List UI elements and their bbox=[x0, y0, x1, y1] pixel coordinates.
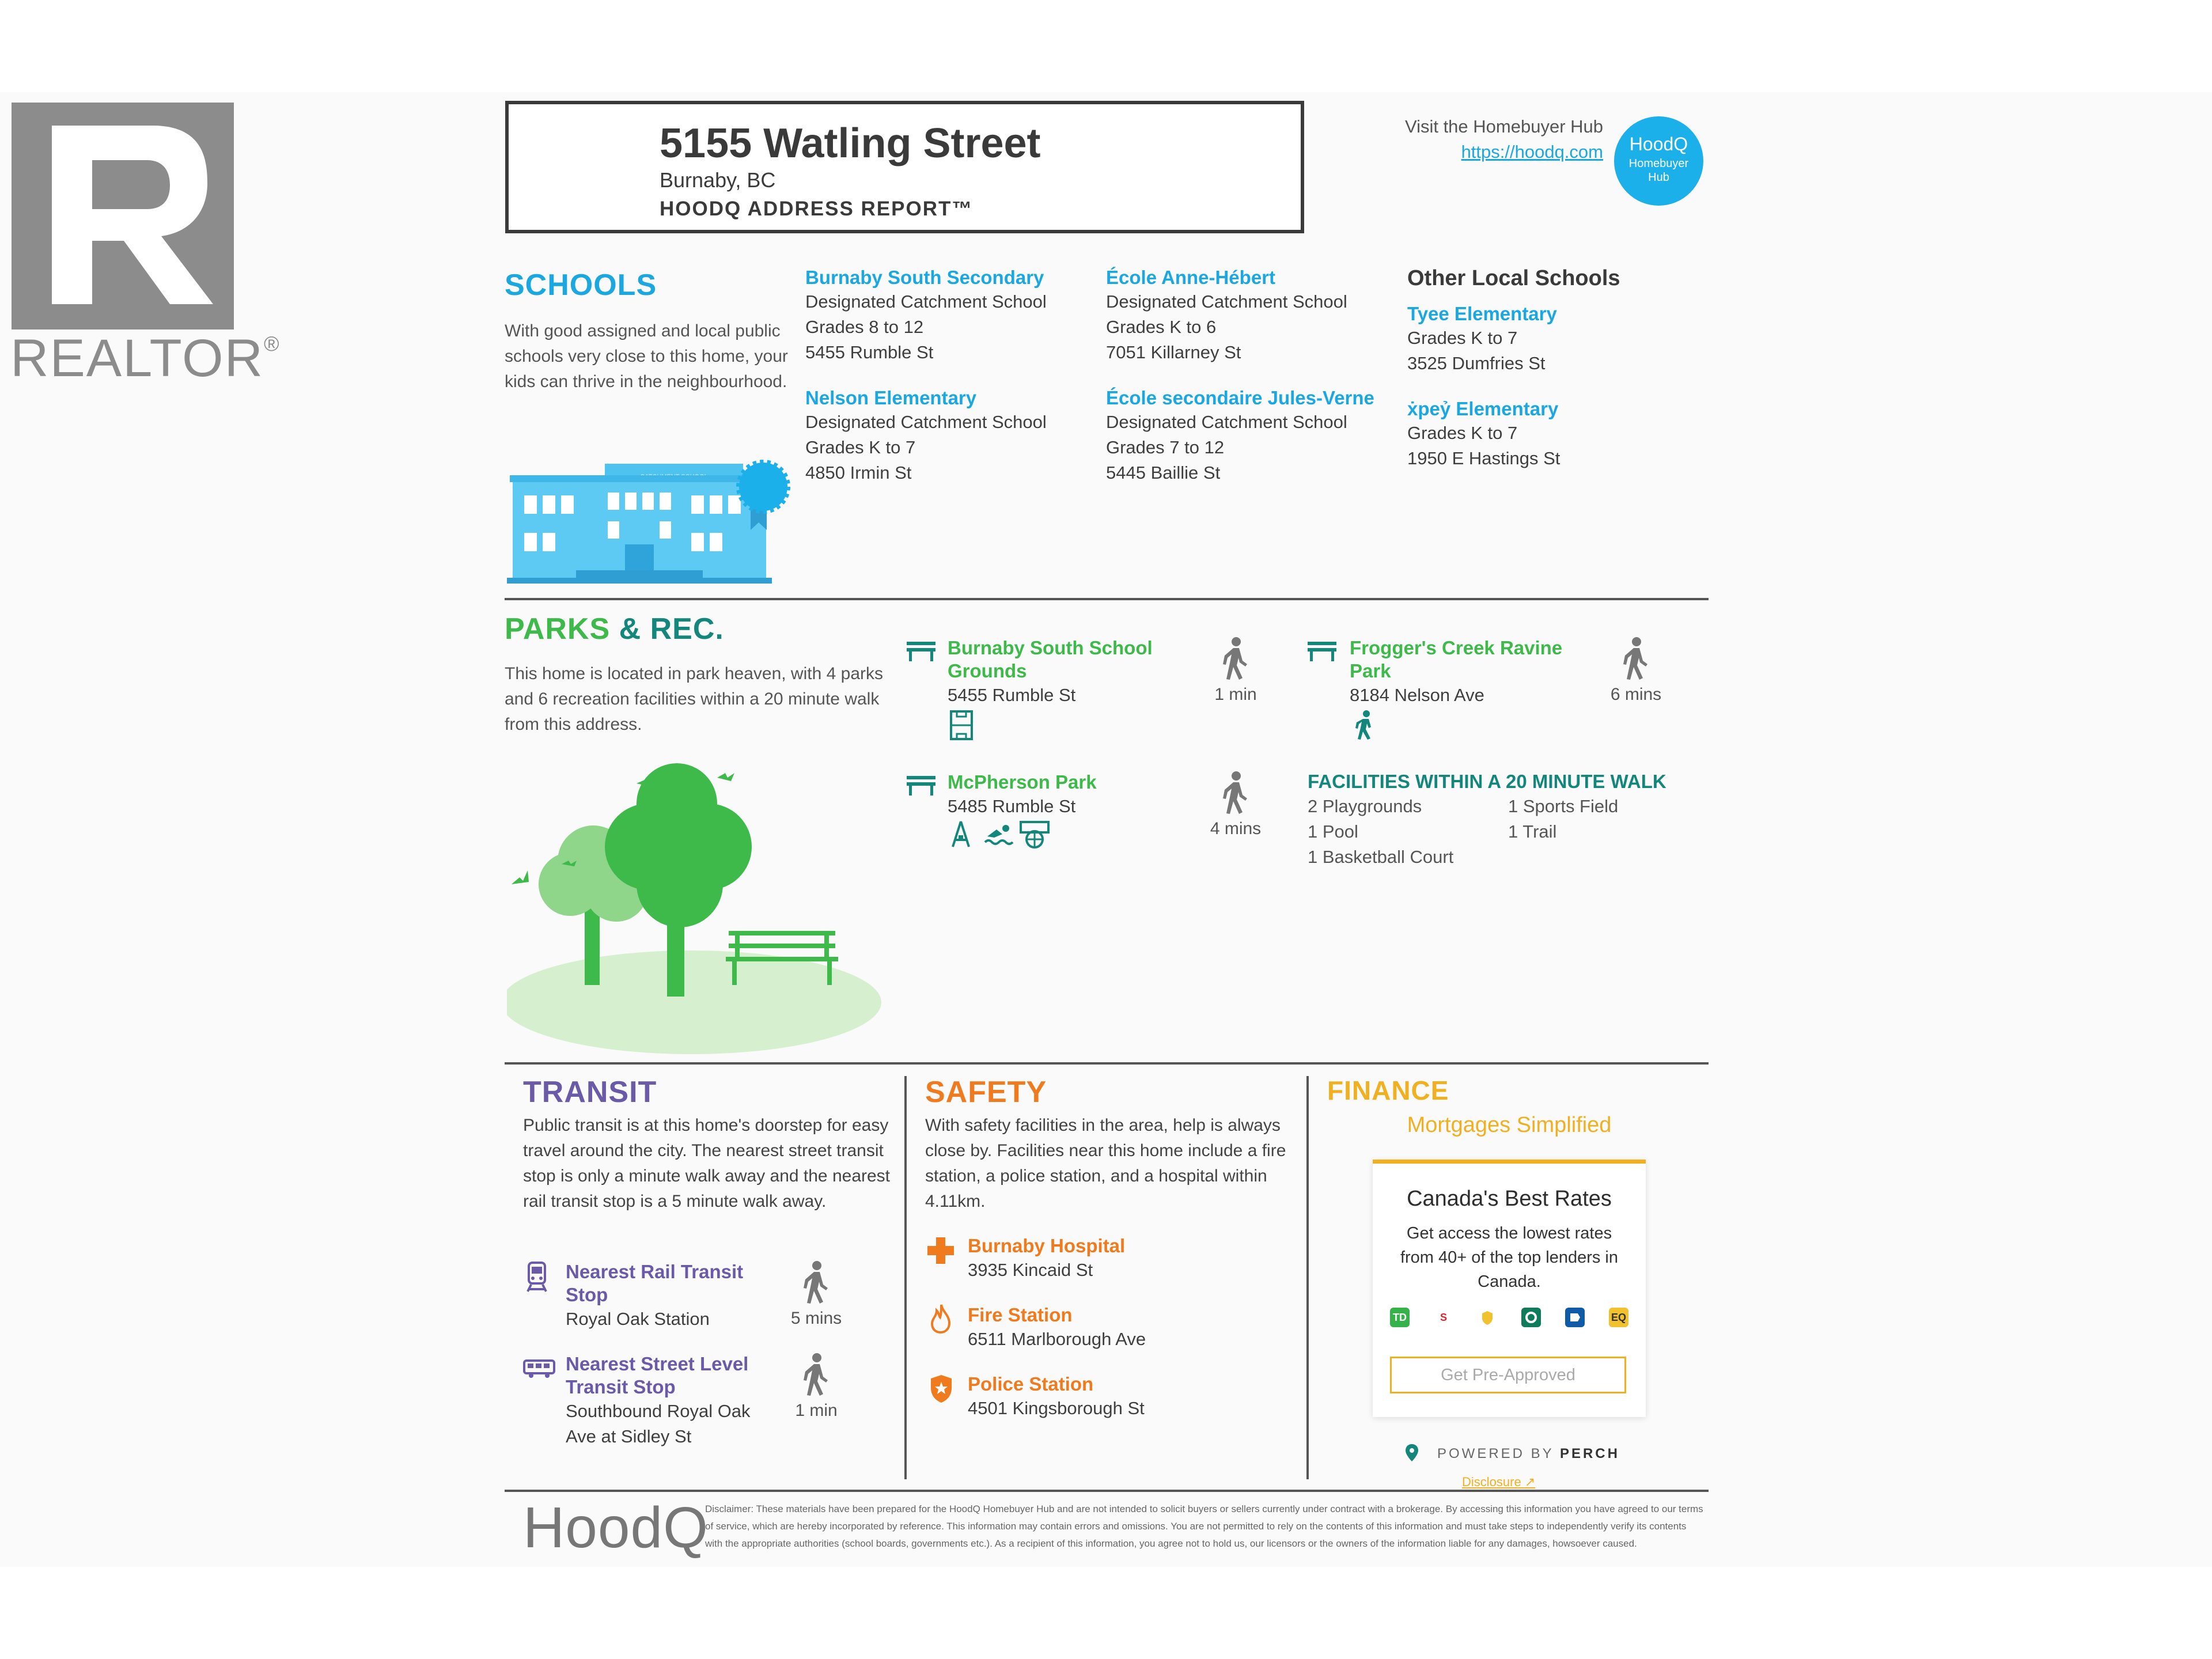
schools-description: With good assigned and local public schools very close to this home, your kids can thrive in the neighbourhood. bbox=[505, 321, 788, 391]
bench-icon bbox=[906, 639, 937, 665]
realtor-wordmark: REALTOR® bbox=[10, 329, 281, 388]
basketball-icon bbox=[1020, 821, 1050, 853]
park-item: McPherson Park 5485 Rumble St bbox=[948, 771, 1213, 819]
rail-transit-item: Nearest Rail Transit Stop Royal Oak Station bbox=[566, 1261, 744, 1329]
school-card: ẋpeỷ Elementary Grades K to 7 1950 E Hastings St bbox=[1407, 397, 1672, 471]
park-name-link[interactable]: Frogger's Creek Ravine Park bbox=[1350, 637, 1563, 681]
powered-by: POWERED BY PERCH bbox=[1437, 1446, 1620, 1461]
safety-title: SAFETY bbox=[925, 1075, 1047, 1109]
section-divider bbox=[505, 598, 1709, 600]
school-name-link[interactable]: Tyee Elementary bbox=[1407, 303, 1557, 324]
report-label: HOODQ ADDRESS REPORT™ bbox=[660, 198, 974, 220]
hospital-icon bbox=[926, 1236, 955, 1268]
hoodq-logo: HoodQ bbox=[523, 1495, 709, 1560]
school-name-link[interactable]: Burnaby South Secondary bbox=[805, 267, 1044, 288]
facility-item: 2 Playgrounds bbox=[1308, 796, 1422, 816]
park-illustration bbox=[507, 760, 904, 1063]
transit-description: Public transit is at this home's doorstep for easy travel around the city. The nearest street transit stop is only a minute walk away and the nearest rail transit stop is a 5 minute walk away. bbox=[523, 1116, 891, 1211]
external-link-icon: ↗ bbox=[1524, 1475, 1536, 1489]
trail-runner-icon bbox=[1355, 710, 1374, 744]
eq-bank-icon: EQ bbox=[1609, 1308, 1628, 1327]
school-name-link[interactable]: École Anne-Hébert bbox=[1106, 267, 1276, 288]
section-divider bbox=[505, 1490, 1709, 1492]
school-card: École secondaire Jules-Verne Designated Catchment School Grades 7 to 12 5445 Baillie St bbox=[1106, 387, 1406, 486]
schools-title: SCHOOLS bbox=[505, 268, 657, 302]
walking-person-icon bbox=[1622, 637, 1650, 681]
hub-visit-text: Visit the Homebuyer Hub bbox=[1404, 116, 1603, 137]
pool-icon bbox=[984, 824, 1014, 850]
facility-item: 1 Sports Field bbox=[1508, 796, 1619, 816]
bench-icon bbox=[906, 774, 937, 800]
finance-subtitle: Mortgages Simplified bbox=[1407, 1113, 1612, 1137]
park-name-link[interactable]: Burnaby South School Grounds bbox=[948, 637, 1153, 681]
school-card: Tyee Elementary Grades K to 7 3525 Dumfries St bbox=[1407, 302, 1672, 376]
school-card: École Anne-Hébert Designated Catchment School Grades K to 6 7051 Killarney St bbox=[1106, 266, 1394, 365]
other-schools-title: Other Local Schools bbox=[1407, 266, 1620, 290]
safety-item: Burnaby Hospital 3935 Kincaid St bbox=[968, 1235, 1126, 1280]
fire-icon bbox=[930, 1304, 952, 1336]
realtor-logo-icon bbox=[12, 103, 234, 329]
card-title: Canada's Best Rates bbox=[1407, 1187, 1612, 1211]
facilities-title: FACILITIES WITHIN A 20 MINUTE WALK bbox=[1308, 771, 1666, 792]
train-icon bbox=[524, 1262, 550, 1296]
safety-description: With safety facilities in the area, help is always close by. Facilities near this home include a fire station, a police station, and a hospital within 4.11km. bbox=[925, 1116, 1286, 1211]
location-pin-icon bbox=[1404, 1443, 1420, 1465]
police-badge-icon bbox=[929, 1374, 954, 1407]
mortgage-card bbox=[1373, 1160, 1646, 1417]
school-card: Nelson Elementary Designated Catchment School Grades K to 7 4850 Irmin St bbox=[805, 387, 1093, 486]
address-title: 5155 Watling Street bbox=[660, 120, 1041, 166]
school-building-illustration bbox=[507, 452, 795, 593]
column-divider bbox=[904, 1076, 907, 1479]
card-description: Get access the lowest rates from 40+ of the top lenders in Canada. bbox=[1400, 1224, 1619, 1291]
column-divider bbox=[1306, 1076, 1309, 1479]
walk-time: 6 mins bbox=[1604, 637, 1668, 704]
walking-person-icon bbox=[802, 1260, 831, 1305]
walk-time: 5 mins bbox=[785, 1260, 848, 1328]
scotiabank-icon: S bbox=[1434, 1308, 1453, 1327]
park-item: Burnaby South School Grounds 5455 Rumble St bbox=[948, 637, 1224, 708]
sports-field-icon bbox=[949, 710, 974, 744]
school-name-link[interactable]: Nelson Elementary bbox=[805, 387, 977, 408]
playground-icon bbox=[949, 819, 972, 852]
get-pre-approved-button[interactable]: Get Pre-Approved bbox=[1390, 1357, 1626, 1393]
school-name-link[interactable]: École secondaire Jules-Verne bbox=[1106, 387, 1374, 408]
facility-item: 1 Trail bbox=[1508, 821, 1557, 842]
walking-person-icon bbox=[802, 1353, 831, 1397]
finance-title: FINANCE bbox=[1327, 1075, 1449, 1105]
park-item: Frogger's Creek Ravine Park 8184 Nelson Ave bbox=[1350, 637, 1615, 708]
parks-title: PARKS & REC. bbox=[505, 612, 724, 646]
transit-title: TRANSIT bbox=[523, 1075, 657, 1109]
bank-arrow-icon bbox=[1565, 1308, 1585, 1327]
bench-icon bbox=[1306, 639, 1338, 665]
section-divider bbox=[505, 1062, 1709, 1065]
disclosure-link[interactable]: Disclosure ↗ bbox=[1462, 1475, 1536, 1489]
park-name-link[interactable]: McPherson Park bbox=[948, 771, 1097, 793]
bank-shield-icon bbox=[1478, 1308, 1497, 1327]
walk-time: 1 min bbox=[785, 1353, 848, 1421]
parks-description: This home is located in park heaven, with 4 parks and 6 recreation facilities within a 20 minute walk from this address. bbox=[505, 664, 883, 734]
walk-time: 1 min bbox=[1204, 637, 1267, 704]
td-bank-icon: TD bbox=[1390, 1308, 1410, 1327]
school-name-link[interactable]: ẋpeỷ Elementary bbox=[1407, 398, 1559, 419]
school-card: Burnaby South Secondary Designated Catchment School Grades 8 to 12 5455 Rumble St bbox=[805, 266, 1093, 365]
disclaimer-text: Disclaimer: These materials have been prepared for the HoodQ Homebuyer Hub and are not intended to solicit buyers or sellers currently under contract with a brokerage. By accessing this information you have agreed to our terms of service, which are hereby incorporated by reference. This information may contain errors and omissions. You are not permitted to rely on the contents of this information and must take steps to independently verify its contents with the appropriate authorities (school boards, governments etc.). As a recipient of this information, you agree not to hold us, our licensors or the owners of the information liable for any damages, howsoever caused. bbox=[705, 1503, 1703, 1549]
walking-person-icon bbox=[1221, 771, 1250, 816]
address-city: Burnaby, BC bbox=[660, 168, 776, 192]
hub-link[interactable]: https://hoodq.com bbox=[1461, 142, 1603, 162]
safety-item: Fire Station 6511 Marlborough Ave bbox=[968, 1304, 1146, 1349]
walk-time: 4 mins bbox=[1204, 771, 1267, 839]
bus-icon bbox=[523, 1358, 555, 1382]
facility-item: 1 Pool bbox=[1308, 821, 1358, 842]
safety-item: Police Station 4501 Kingsborough St bbox=[968, 1373, 1145, 1418]
facility-item: 1 Basketball Court bbox=[1308, 847, 1454, 867]
hub-badge[interactable]: HoodQ Homebuyer Hub bbox=[1614, 116, 1703, 206]
bank-ring-icon bbox=[1521, 1308, 1541, 1327]
walking-person-icon bbox=[1221, 637, 1250, 681]
street-transit-item: Nearest Street Level Transit Stop Southbound Royal Oak Ave at Sidley St bbox=[566, 1353, 751, 1446]
